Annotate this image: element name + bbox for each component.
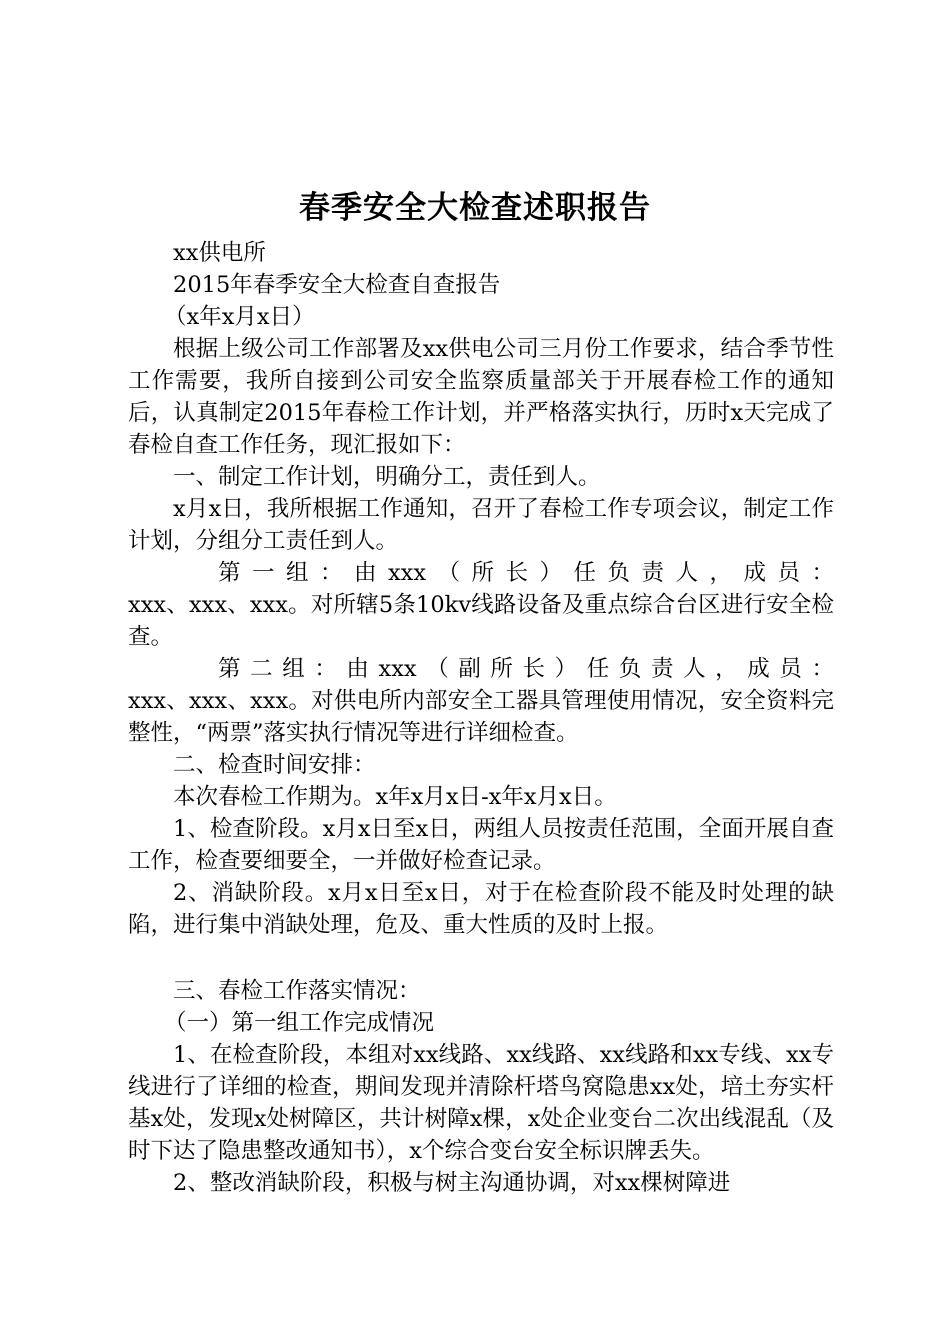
document-body — [128, 237, 834, 1199]
paragraph-group2-lead: 第二组：由xxx（副所长）任负责人，成员： — [218, 656, 834, 682]
paragraph-stage-fix: 2、消缺阶段。x月x日至x日，对于在检查阶段不能及时处理的缺陷，进行集中消缺处理，危及、重大性质的及时上报。 — [128, 880, 834, 938]
paragraph-meeting: x月x日，我所根据工作通知，召开了春检工作专项会议，制定工作计划，分组分工责任到人。 — [128, 496, 834, 554]
paragraph-intro: 根据上级公司工作部署及xx供电公司三月份工作要求，结合季节性工作需要，我所自接到公司安全监察质量部关于开展春检工作的通知后，认真制定2015年春检工作计划，并严格落实执行，历时x天完成了春检自查工作任务，现汇报如下： — [128, 336, 834, 458]
paragraph-date: （x年x月x日） — [164, 304, 315, 330]
paragraph-stage-check: 1、检查阶段。x月x日至x日，两组人员按责任范围，全面开展自查工作，检查要细要全，一并做好检查记录。 — [128, 816, 834, 874]
paragraph-group1-detail: xxx、xxx、xxx。对所辖5条10kv线路设备及重点综合台区进行安全检查。 — [128, 592, 834, 650]
section-heading-2: 二、检查时间安排： — [173, 752, 376, 778]
document-title: 春季安全大检查述职报告 — [299, 190, 651, 226]
paragraph-gap — [128, 941, 834, 975]
paragraph-rectification: 2、整改消缺阶段，积极与树主沟通协调，对xx棵树障进 — [173, 1170, 731, 1196]
paragraph-report-name: 2015年春季安全大检查自查报告 — [173, 272, 501, 298]
section-heading-1: 一、制定工作计划，明确分工，责任到人。 — [173, 464, 601, 490]
paragraph-group1-lead: 第一组：由xxx（所长）任负责人，成员： — [218, 560, 834, 586]
section-heading-3: 三、春检工作落实情况： — [173, 978, 421, 1004]
paragraph-group2-detail: xxx、xxx、xxx。对供电所内部安全工器具管理使用情况，安全资料完整性，“两票”落实执行情况等进行详细检查。 — [128, 688, 834, 746]
paragraph-period: 本次春检工作期为。x年x月x日-x年x月x日。 — [173, 784, 617, 810]
paragraph-group1-findings: 1、在检查阶段，本组对xx线路、xx线路、xx线路和xx专线、xx专线进行了详细的检查，期间发现并清除杆塔鸟窝隐患xx处，培土夯实杆基x处，发现x处树障区，共计树障x棵，x处企业变台二次出线混乱（及时下达了隐患整改通知书），x个综合变台安全标识牌丢失。 — [128, 1042, 834, 1164]
paragraph-org: xx供电所 — [173, 240, 266, 266]
subsection-heading-1: （一）第一组工作完成情况 — [164, 1010, 435, 1036]
